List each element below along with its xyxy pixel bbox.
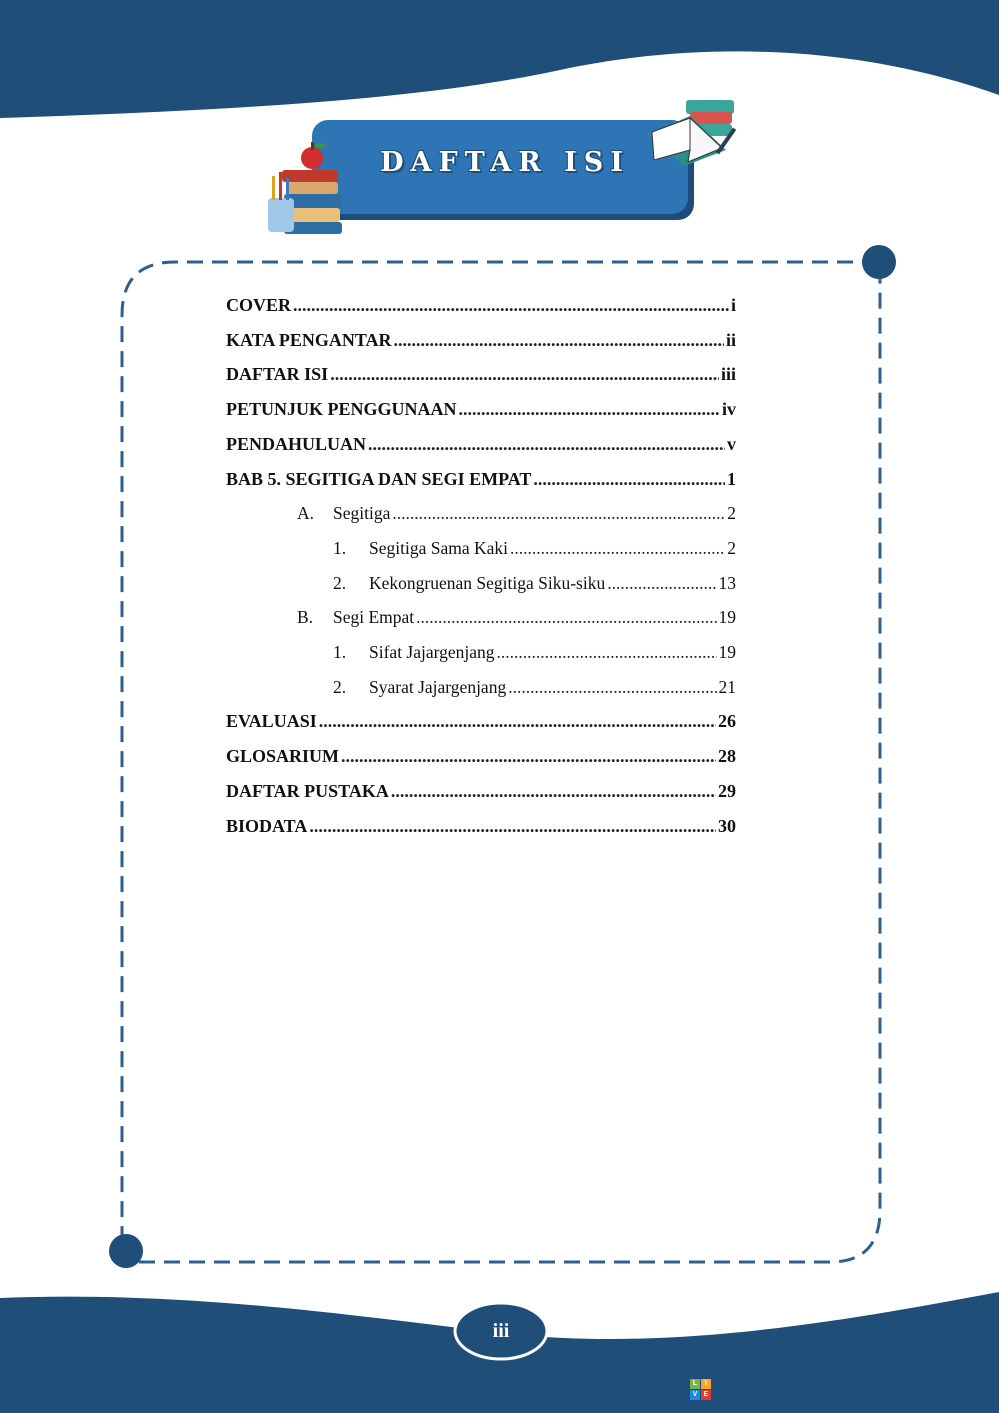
watermark-text: LIVEWORKSHEETS xyxy=(714,1372,987,1405)
toc-entry-label: Kekongruenan Segitiga Siku-siku xyxy=(369,572,606,593)
toc-entry-label: BAB 5. SEGITIGA DAN SEGI EMPAT xyxy=(226,468,532,489)
top-wave xyxy=(0,0,999,118)
toc-entry-label: PENDAHULUAN xyxy=(226,433,367,454)
toc-entry-marker: 2. xyxy=(333,676,347,697)
toc-entry xyxy=(226,431,736,457)
toc-leader-dots xyxy=(293,292,729,318)
toc-leader-dots xyxy=(392,500,725,526)
toc-entry-label: Sifat Jajargenjang xyxy=(369,642,495,662)
toc-entry-label: Segitiga xyxy=(333,503,391,524)
page-number: iii xyxy=(492,1320,510,1342)
toc-entry xyxy=(226,466,736,492)
toc-entry-label: Segi Empat xyxy=(333,607,415,628)
toc-leader-dots xyxy=(416,604,716,630)
watermark xyxy=(690,1372,986,1406)
toc-entry xyxy=(297,604,736,630)
toc-entry xyxy=(297,500,736,526)
toc-entry xyxy=(226,361,736,387)
toc-entry-page: 30 xyxy=(718,815,736,836)
toc-leader-dots xyxy=(394,327,724,353)
toc-entry-page: 29 xyxy=(718,780,736,801)
toc-entry xyxy=(226,327,736,353)
toc-leader-dots xyxy=(459,396,720,422)
toc-entry-page: v xyxy=(727,433,736,454)
toc-leader-dots xyxy=(368,431,725,457)
toc-leader-dots xyxy=(330,361,719,387)
toc-entry xyxy=(226,396,736,422)
toc-entry-label: KATA PENGANTAR xyxy=(226,329,392,350)
toc-entry-page: 2 xyxy=(727,503,736,524)
toc-leader-dots xyxy=(510,535,725,561)
toc-leader-dots xyxy=(341,743,716,769)
toc-entry-label: DAFTAR PUSTAKA xyxy=(226,780,389,801)
toc-entry-page: 2 xyxy=(727,537,736,558)
toc-leader-dots xyxy=(391,778,716,804)
toc-entry xyxy=(333,639,736,665)
toc-entry-page: 26 xyxy=(718,711,736,732)
toc-entry-page: 13 xyxy=(718,572,736,593)
toc-entry-page: 19 xyxy=(718,607,736,628)
toc-entry-marker: 1. xyxy=(333,537,347,558)
toc-entry-marker: A. xyxy=(297,503,315,524)
liveworksheets-logo-icon: L I V E xyxy=(690,1379,711,1400)
toc-entry-page: 19 xyxy=(718,642,736,662)
toc-entry xyxy=(333,570,736,596)
toc-entry xyxy=(333,674,736,700)
toc-entry-page: 1 xyxy=(727,468,736,489)
toc-entry-label: COVER xyxy=(226,295,292,315)
toc-entry xyxy=(226,292,736,318)
toc-entry xyxy=(226,708,736,734)
toc-entry-page: ii xyxy=(725,329,736,350)
page-title: DAFTAR ISI xyxy=(380,147,630,178)
frame-dot-top-right xyxy=(862,245,896,279)
toc-entry-page: 21 xyxy=(718,676,736,697)
toc-entry-marker: 1. xyxy=(333,642,347,662)
toc-leader-dots xyxy=(319,708,716,734)
toc-entry-label: Segitiga Sama Kaki xyxy=(369,537,509,558)
toc-entry-label: PETUNJUK PENGGUNAAN xyxy=(226,399,457,420)
toc-entry-label: EVALUASI xyxy=(226,711,317,732)
toc-entry xyxy=(226,813,736,839)
toc-entry-label: GLOSARIUM xyxy=(226,746,340,767)
toc-entry xyxy=(226,743,736,769)
toc-entry-marker: 2. xyxy=(333,572,347,593)
frame-dot-bottom-left xyxy=(109,1234,143,1268)
toc-leader-dots xyxy=(508,674,716,700)
toc-entry-page: i xyxy=(730,295,736,315)
toc-leader-dots xyxy=(607,570,716,596)
toc-entry-page: iv xyxy=(721,399,736,420)
toc-entry-label: Syarat Jajargenjang xyxy=(369,676,507,697)
toc-leader-dots xyxy=(497,639,717,665)
toc-leader-dots xyxy=(533,466,725,492)
toc-entry-marker: B. xyxy=(297,607,314,628)
toc-entry-label: BIODATA xyxy=(226,815,308,836)
toc-entry xyxy=(333,535,736,561)
toc-entry-page: iii xyxy=(720,364,736,385)
toc-entry xyxy=(226,778,736,804)
toc-entry-page: 28 xyxy=(718,746,736,767)
toc-leader-dots xyxy=(309,813,716,839)
toc-entry-label: DAFTAR ISI xyxy=(226,364,329,385)
